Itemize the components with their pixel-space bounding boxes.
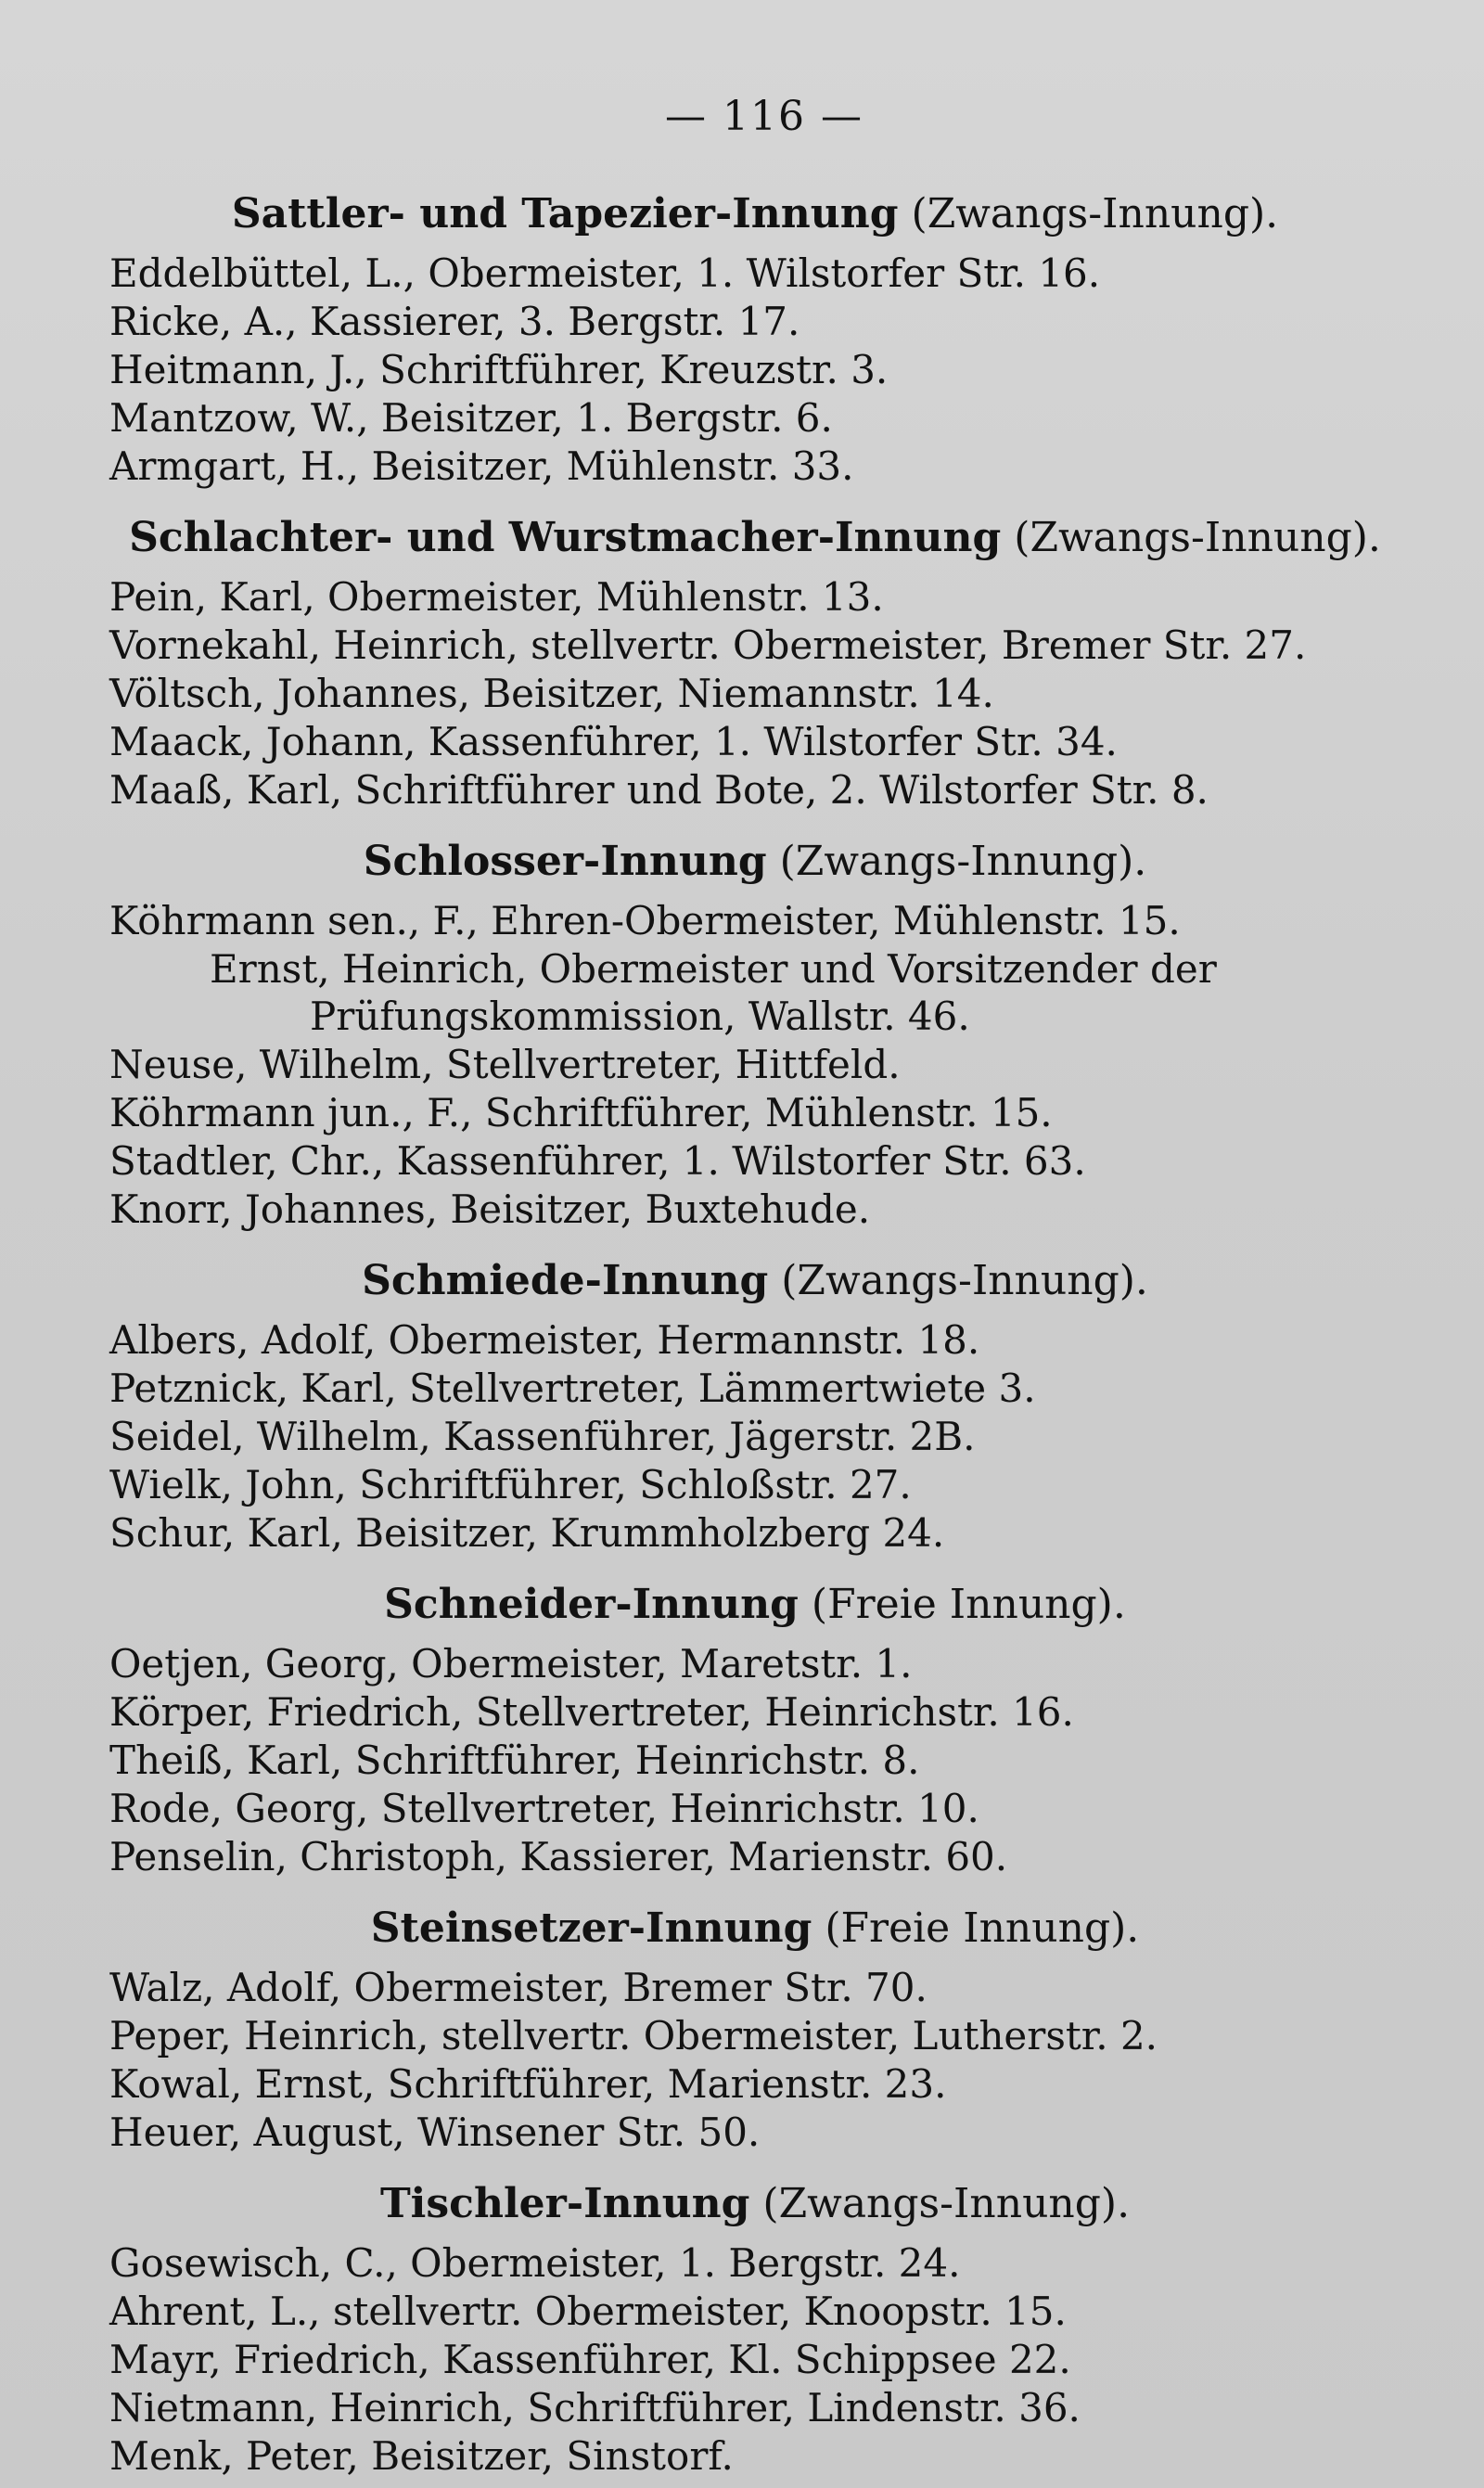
member-entry: Heitmann, J., Schriftführer, Kreuzstr. 3. [109, 347, 889, 392]
member-entry: Mayr, Friedrich, Kassenführer, Kl. Schippsee 22. [109, 2337, 1071, 2382]
guild-name: Schlachter- und Wurstmacher-Innung [129, 514, 1002, 561]
member-entry: Rode, Georg, Stellvertreter, Heinrichstr. 10. [109, 1786, 979, 1831]
section-heading [109, 836, 1401, 888]
guild-name: Schneider-Innung [384, 1581, 799, 1628]
member-list [109, 2239, 1401, 2480]
member-entry: Stadtler, Chr., Kassenführer, 1. Wilstorfer Str. 63. [109, 1138, 1086, 1184]
member-entry: Köhrmann jun., F., Schriftführer, Mühlenstr. 15. [109, 1090, 1053, 1135]
member-entry: Wielk, John, Schriftführer, Schloßstr. 27. [109, 1462, 912, 1507]
member-entry: Völtsch, Johannes, Beisitzer, Niemannstr. 14. [109, 671, 994, 716]
member-entry: Mantzow, W., Beisitzer, 1. Bergstr. 6. [109, 395, 833, 441]
section-heading [109, 512, 1401, 564]
guild-name: Schlosser-Innung [363, 838, 767, 885]
member-entry: Nietmann, Heinrich, Schriftführer, Lindenstr. 36. [109, 2385, 1081, 2430]
member-entry: Köhrmann sen., F., Ehren-Obermeister, Mühlenstr. 15. [109, 898, 1181, 943]
member-entry: Walz, Adolf, Obermeister, Bremer Str. 70. [109, 1965, 928, 2010]
guild-type: (Zwangs-Innung). [781, 1257, 1148, 1304]
member-entry: Armgart, H., Beisitzer, Mühlenstr. 33. [109, 443, 854, 489]
guild-section [109, 1255, 1401, 1557]
guild-section [109, 512, 1401, 814]
member-entry: Schur, Karl, Beisitzer, Krummholzberg 24. [109, 1510, 945, 1556]
member-entry: Körper, Friedrich, Stellvertreter, Heinrichstr. 16. [109, 1689, 1074, 1735]
guild-section [109, 188, 1401, 490]
member-entry: Kowal, Ernst, Schriftführer, Marienstr. 23. [109, 2061, 947, 2107]
guild-section [109, 836, 1401, 1233]
guild-name: Schmiede-Innung [362, 1257, 769, 1304]
member-entry: Maaß, Karl, Schriftführer und Bote, 2. Wilstorfer Str. 8. [109, 767, 1209, 813]
guild-type: (Freie Innung). [811, 1581, 1126, 1628]
guild-directory [109, 188, 1401, 2480]
guild-type: (Zwangs-Innung). [762, 2180, 1131, 2227]
member-list [109, 897, 1401, 1233]
member-list [109, 573, 1401, 814]
guild-type: (Zwangs-Innung). [911, 190, 1279, 237]
member-list [109, 1964, 1401, 2156]
member-entry: Neuse, Wilhelm, Stellvertreter, Hittfeld. [109, 1042, 901, 1087]
guild-type: (Freie Innung). [825, 1904, 1140, 1952]
guild-name: Steinsetzer-Innung [370, 1904, 812, 1952]
section-heading [109, 1903, 1401, 1955]
member-entry: Gosewisch, C., Obermeister, 1. Bergstr. 24. [109, 2240, 961, 2286]
member-entry: Ernst, Heinrich, Obermeister und Vorsitzender der Prüfungskommission, Wallstr. 46. [210, 946, 1217, 1039]
guild-name: Tischler-Innung [379, 2180, 750, 2227]
member-entry: Pein, Karl, Obermeister, Mühlenstr. 13. [109, 574, 884, 620]
guild-type: (Zwangs-Innung). [779, 838, 1147, 885]
guild-type: (Zwangs-Innung). [1014, 514, 1381, 561]
section-heading [109, 188, 1401, 240]
member-list [109, 250, 1401, 490]
guild-section [109, 2178, 1401, 2480]
guild-section [109, 1579, 1401, 1880]
member-entry: Knorr, Johannes, Beisitzer, Buxtehude. [109, 1186, 871, 1232]
member-entry: Petznick, Karl, Stellvertreter, Lämmertwiete 3. [109, 1366, 1036, 1411]
member-entry: Penselin, Christoph, Kassierer, Marienstr. 60. [109, 1834, 1008, 1879]
member-list [109, 1640, 1401, 1880]
section-heading [109, 1255, 1401, 1307]
member-entry: Theiß, Karl, Schriftführer, Heinrichstr. 8. [109, 1738, 920, 1783]
member-entry: Maack, Johann, Kassenführer, 1. Wilstorfer Str. 34. [109, 719, 1118, 764]
member-entry: Ricke, A., Kassierer, 3. Bergstr. 17. [109, 299, 800, 344]
guild-name: Sattler- und Tapezier-Innung [231, 190, 899, 237]
guild-section [109, 1903, 1401, 2156]
section-heading [109, 1579, 1401, 1631]
member-entry: Peper, Heinrich, stellvertr. Obermeister, Lutherstr. 2. [109, 2013, 1158, 2058]
member-entry: Eddelbüttel, L., Obermeister, 1. Wilstorfer Str. 16. [109, 250, 1101, 296]
member-entry: Ahrent, L., stellvertr. Obermeister, Knoopstr. 15. [109, 2289, 1067, 2334]
member-entry: Albers, Adolf, Obermeister, Hermannstr. 18. [109, 1317, 980, 1363]
member-entry: Menk, Peter, Beisitzer, Sinstorf. [109, 2433, 734, 2479]
member-entry: Seidel, Wilhelm, Kassenführer, Jägerstr. 2B. [109, 1414, 976, 1459]
member-list [109, 1316, 1401, 1557]
member-entry: Heuer, August, Winsener Str. 50. [109, 2110, 761, 2155]
section-heading [109, 2178, 1401, 2230]
page-number: — 116 — [665, 93, 864, 140]
member-entry: Oetjen, Georg, Obermeister, Maretstr. 1. [109, 1641, 913, 1686]
member-entry: Vornekahl, Heinrich, stellvertr. Obermeister, Bremer Str. 27. [109, 622, 1307, 668]
